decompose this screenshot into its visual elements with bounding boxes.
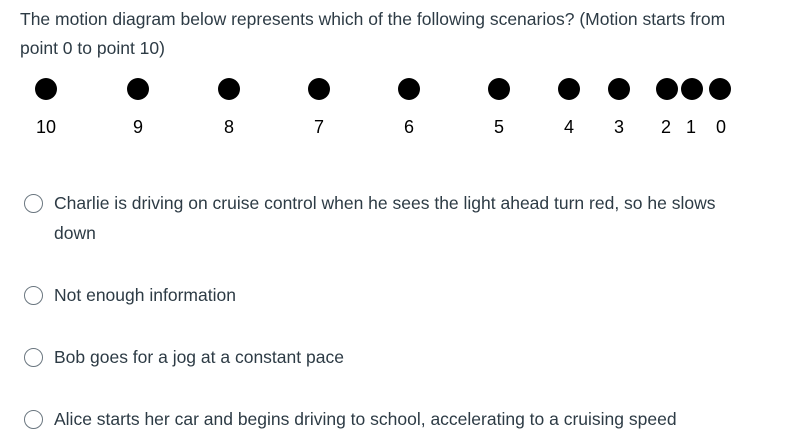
motion-label-9: 9 — [132, 117, 143, 137]
motion-dot-5 — [488, 78, 510, 100]
motion-label-4: 4 — [563, 117, 574, 137]
motion-label-6: 6 — [403, 117, 414, 137]
motion-diagram — [0, 78, 786, 148]
motion-dot-9 — [127, 78, 149, 100]
motion-dot-3 — [608, 78, 630, 100]
answer-option-label: Charlie is driving on cruise control when he sees the light ahead turn red, so he slows down — [54, 193, 716, 243]
motion-label-10: 10 — [35, 117, 57, 137]
radio-button[interactable] — [24, 194, 43, 213]
motion-label-0: 0 — [715, 117, 726, 137]
radio-button[interactable] — [24, 348, 43, 367]
answer-option-alice[interactable] — [24, 406, 764, 434]
answer-option-label: Bob goes for a jog at a constant pace — [54, 347, 344, 367]
motion-dot-8 — [218, 78, 240, 100]
motion-dot-1 — [681, 78, 703, 100]
motion-dot-0 — [709, 78, 731, 100]
question-prompt: The motion diagram below represents which of the following scenarios? (Motion starts from point 0 to point 10) — [20, 9, 726, 58]
motion-label-8: 8 — [223, 117, 234, 137]
answer-option-bob[interactable] — [24, 344, 764, 372]
answer-option-label: Not enough information — [54, 285, 236, 305]
motion-label-7: 7 — [313, 117, 324, 137]
radio-button[interactable] — [24, 286, 43, 305]
motion-label-1: 1 — [685, 117, 696, 137]
radio-button[interactable] — [24, 410, 43, 429]
motion-dot-2 — [656, 78, 678, 100]
motion-label-2: 2 — [660, 117, 671, 137]
motion-label-3: 3 — [613, 117, 624, 137]
motion-dot-10 — [35, 78, 57, 100]
motion-dot-6 — [398, 78, 420, 100]
motion-dot-7 — [308, 78, 330, 100]
motion-label-5: 5 — [493, 117, 504, 137]
answer-option-label: Alice starts her car and begins driving to school, accelerating to a cruising speed — [54, 409, 677, 429]
answer-option-not-enough-info[interactable] — [24, 282, 764, 310]
motion-dot-4 — [558, 78, 580, 100]
answer-option-charlie[interactable] — [24, 190, 764, 248]
